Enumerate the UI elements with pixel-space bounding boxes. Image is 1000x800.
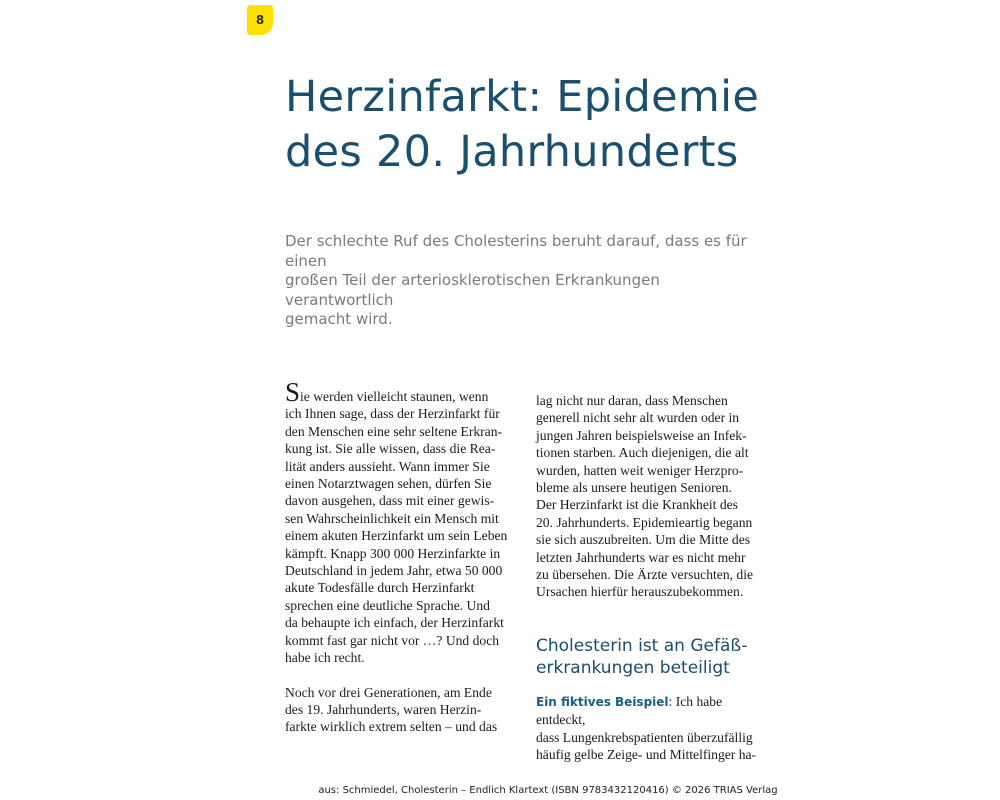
page-number: 8: [255, 13, 265, 27]
example-paragraph: [536, 693, 766, 764]
text-line: Noch vor drei Generationen, am Ende: [285, 684, 492, 700]
intro-line-1: Der schlechte Ruf des Cholesterins beruht darauf, dass es für einen: [285, 232, 747, 270]
text-line: Ursachen hierfür herauszubekommen.: [536, 584, 744, 600]
text-line: jungen Jahren beispielsweise an Infek-: [536, 427, 747, 443]
text-line: zu übersehen. Die Ärzte versuchten, die: [536, 567, 754, 583]
text-line: davon ausgehen, dass mit einer gewis-: [285, 493, 495, 509]
left-paragraph-2: [285, 684, 515, 736]
subheading-line-1: Cholesterin ist an Gefäß-: [536, 635, 748, 656]
text-line: Der Herzinfarkt ist die Krankheit des: [536, 497, 738, 513]
text-line: lag nicht nur daran, dass Menschen: [536, 393, 728, 408]
left-text-column: [285, 377, 515, 736]
text-line: dass Lungenkrebspatienten überzufällig: [536, 729, 753, 745]
text-line: ie werden vielleicht staunen, wenn: [300, 389, 489, 404]
text-line: bleme als unsere heutigen Senioren.: [536, 480, 732, 496]
intro-line-2: großen Teil der arteriosklerotischen Erkrankungen verantwortlich: [285, 271, 660, 309]
example-label: Ein fiktives Beispiel: [536, 694, 669, 709]
text-line: lität anders aussieht. Wann immer Sie: [285, 458, 490, 474]
drop-cap: S: [285, 377, 301, 407]
text-line: des 19. Jahrhunderts, waren Herzin-: [285, 701, 482, 717]
section-subheading: [536, 635, 766, 679]
text-line: sen Wahrscheinlichkeit ein Mensch mit: [285, 510, 499, 526]
subheading-line-2: erkrankungen beteiligt: [536, 657, 730, 678]
text-line: generell nicht sehr alt wurden oder in: [536, 410, 740, 426]
right-paragraph-1: [536, 392, 766, 601]
title-line-1: Herzinfarkt: Epidemie: [285, 72, 760, 122]
text-line: habe ich recht.: [285, 650, 365, 666]
text-line: letzten Jahrhunderts war es nicht mehr: [536, 549, 746, 565]
page-title: [285, 70, 805, 180]
right-text-column: [536, 392, 766, 764]
text-line: Deutschland in jedem Jahr, etwa 50 000: [285, 563, 503, 579]
intro-paragraph: [285, 232, 765, 330]
text-line: einem akuten Herzinfarkt um sein Leben: [285, 528, 508, 544]
text-line: ich Ihnen sage, dass der Herzinfarkt für: [285, 406, 500, 422]
text-line: kämpft. Knapp 300 000 Herzinfarkte in: [285, 545, 501, 561]
text-line: akute Todesfälle durch Herzinfarkt: [285, 580, 475, 596]
title-line-2: des 20. Jahrhunderts: [285, 127, 739, 177]
text-line: farkte wirklich extrem selten – und das: [285, 719, 498, 735]
text-line: 20. Jahrhunderts. Epidemieartig begann: [536, 514, 753, 530]
source-footer: aus: Schmiedel, Cholesterin – Endlich Klartext (ISBN 9783432120416) © 2026 TRIAS Verlag: [318, 785, 778, 796]
page-number-badge: [247, 5, 273, 35]
text-line: wurden, hatten weit weniger Herzpro-: [536, 462, 744, 478]
text-line: einen Notarztwagen sehen, dürfen Sie: [285, 476, 492, 492]
text-line: den Menschen eine sehr seltene Erkran-: [285, 423, 503, 439]
text-line: sie sich auszubreiten. Um die Mitte des: [536, 532, 751, 548]
left-paragraph-1: [285, 377, 515, 667]
intro-line-3: gemacht wird.: [285, 310, 393, 328]
text-line: kung ist. Sie alle wissen, dass die Rea-: [285, 441, 496, 457]
text-line: häufig gelbe Zeige- und Mittelfinger ha-: [536, 747, 757, 763]
text-line: sprechen eine deutliche Sprache. Und: [285, 597, 490, 613]
text-line: kommt fast gar nicht vor …? Und doch: [285, 632, 500, 648]
text-line: : Ich habe entdeckt,: [536, 693, 723, 728]
text-line: da behaupte ich einfach, der Herzinfarkt: [285, 615, 504, 631]
text-line: tionen starben. Auch diejenigen, die alt: [536, 445, 749, 461]
